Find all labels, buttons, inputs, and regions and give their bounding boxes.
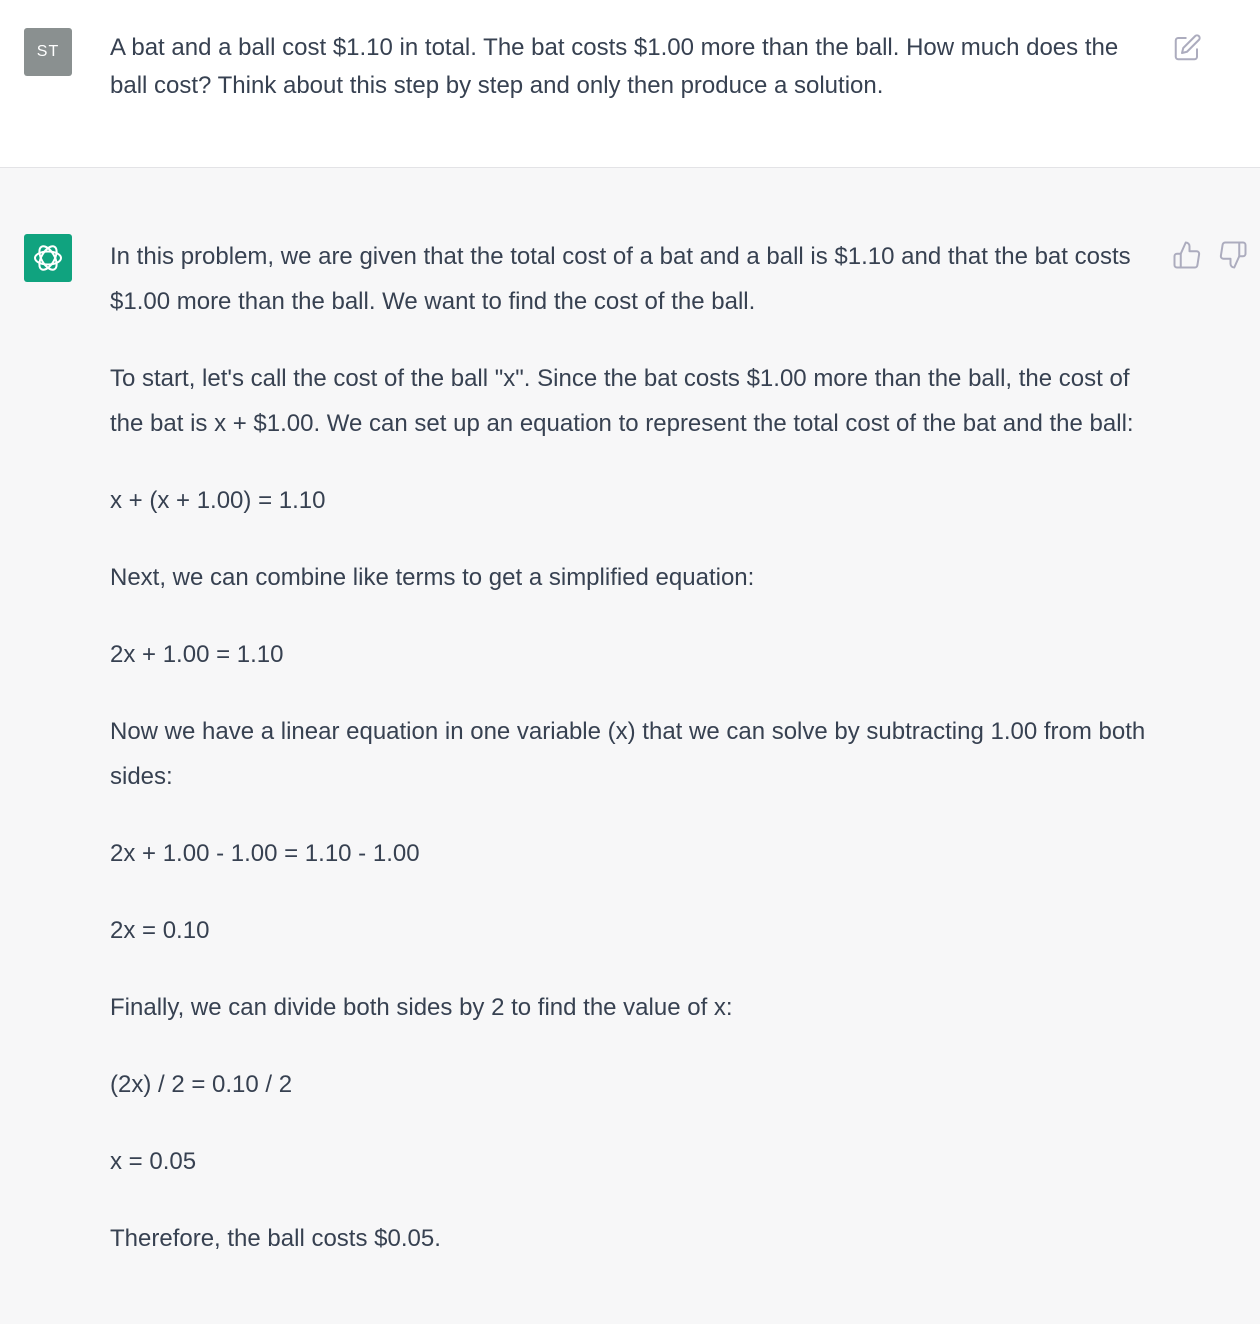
thumbs-down-icon [1218, 240, 1248, 270]
edit-button[interactable] [1172, 33, 1202, 63]
equation-line: x = 0.05 [110, 1148, 197, 1175]
user-message-text: A bat and a ball cost $1.10 in total. The bat costs $1.00 more than the ball. How much does the ball cost? Think about this step by step and only then produce a solution. [110, 34, 1119, 99]
response-paragraph: Now we have a linear equation in one variable (x) that we can solve by subtracting 1.00 from both sides: [110, 718, 1146, 790]
equation-line: x + (x + 1.00) = 1.10 [110, 487, 326, 514]
response-paragraph: In this problem, we are given that the total cost of a bat and a ball is $1.10 and that the bat costs $1.00 more than the ball. We want to find the cost of the ball. [110, 243, 1131, 315]
response-paragraph: To start, let's call the cost of the ball "x". Since the bat costs $1.00 more than the ball, the cost of the bat is x + $1.00. We can set up an equation to represent the total cost of the bat and the ball: [110, 365, 1134, 437]
response-conclusion: Therefore, the ball costs $0.05. [110, 1225, 441, 1252]
user-message [0, 0, 1260, 168]
feedback-buttons [1172, 240, 1248, 270]
thumbs-up-button[interactable] [1172, 240, 1202, 270]
thumbs-down-button[interactable] [1218, 240, 1248, 270]
assistant-message [0, 168, 1260, 1324]
assistant-avatar [24, 234, 72, 282]
openai-logo-icon [30, 240, 66, 276]
equation-line: 2x = 0.10 [110, 917, 210, 944]
response-paragraph: Next, we can combine like terms to get a simplified equation: [110, 564, 755, 591]
user-avatar-initials: ST [36, 43, 60, 60]
edit-icon [1172, 33, 1202, 63]
response-paragraph: Finally, we can divide both sides by 2 to find the value of x: [110, 994, 733, 1021]
user-avatar [24, 28, 72, 76]
thumbs-up-icon [1172, 240, 1202, 270]
assistant-message-body [110, 234, 1155, 1293]
equation-line: (2x) / 2 = 0.10 / 2 [110, 1071, 293, 1098]
equation-line: 2x + 1.00 - 1.00 = 1.10 - 1.00 [110, 840, 420, 867]
equation-line: 2x + 1.00 = 1.10 [110, 641, 284, 668]
